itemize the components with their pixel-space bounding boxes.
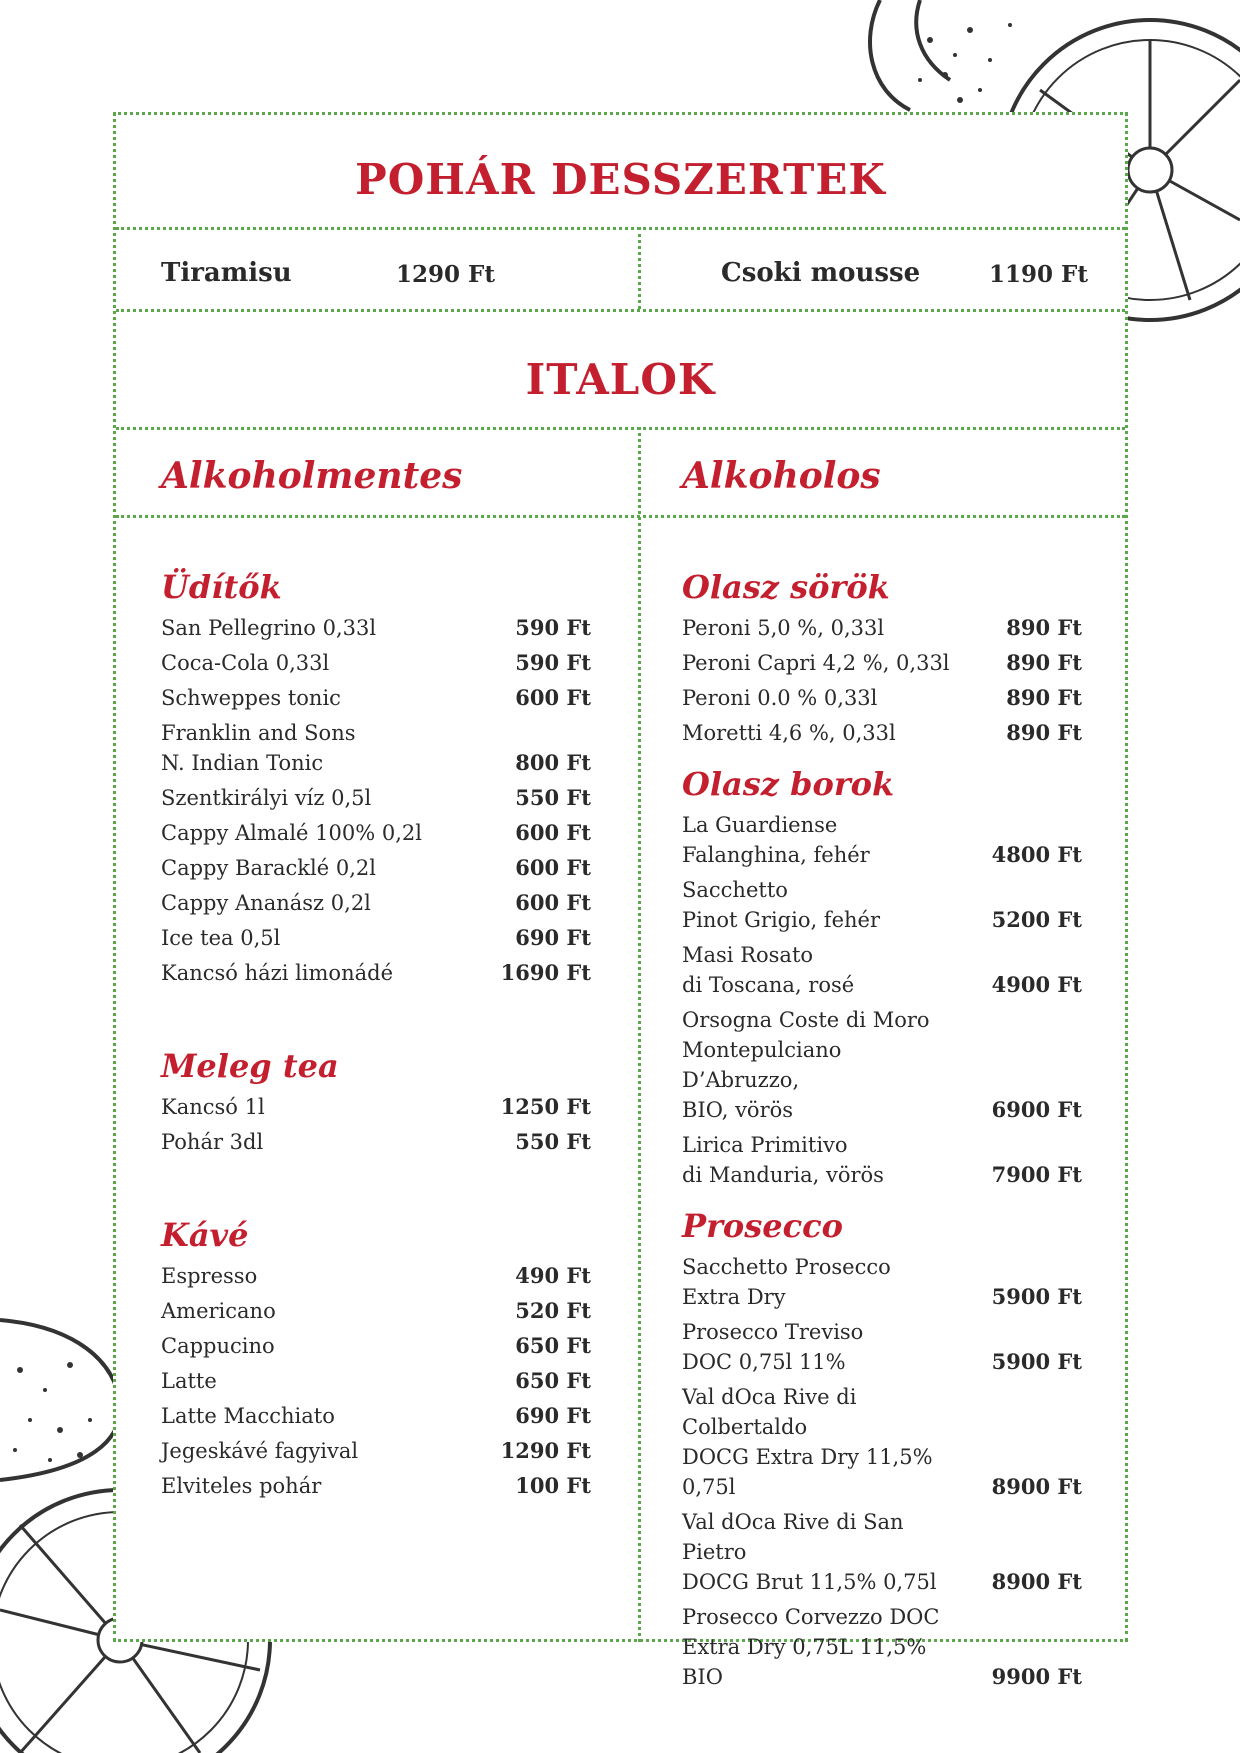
desserts-title: POHÁR DESSZERTEK	[355, 155, 886, 204]
menu-item	[161, 1436, 591, 1466]
menu-item	[161, 1261, 591, 1291]
item-price: 4800 Ft	[991, 842, 1082, 867]
item-price: 8900 Ft	[991, 1474, 1082, 1499]
item-name: Sacchetto Prosecco Extra Dry	[682, 1255, 891, 1309]
item-name: Val dOca Rive di Colbertaldo DOCG Extra Dry 11,5% 0,75l	[682, 1385, 933, 1499]
menu-item	[161, 783, 591, 813]
item-price: 5900 Ft	[991, 1349, 1082, 1374]
item-name: Cappy Baracklé 0,2l	[161, 856, 376, 880]
menu-item	[161, 958, 591, 988]
item-price: 600 Ft	[515, 855, 591, 880]
menu-item	[682, 940, 1082, 1000]
menu-item	[161, 613, 591, 643]
menu-item	[161, 683, 591, 713]
menu-item	[161, 1401, 591, 1431]
item-name: Kancsó 1l	[161, 1095, 265, 1119]
item-price: 890 Ft	[1006, 615, 1082, 640]
drinks-title: ITALOK	[525, 355, 716, 404]
item-price: 650 Ft	[515, 1333, 591, 1358]
item-name: Coca-Cola 0,33l	[161, 651, 330, 675]
item-name: Jegeskávé fagyival	[161, 1439, 359, 1463]
category-title: Olasz sörök	[682, 568, 890, 606]
menu-category	[161, 1046, 591, 1157]
item-name: Moretti 4,6 %, 0,33l	[682, 721, 896, 745]
menu-category	[161, 567, 591, 988]
menu-category	[682, 567, 1082, 748]
item-price: 800 Ft	[515, 750, 591, 775]
item-price: 490 Ft	[515, 1263, 591, 1288]
item-name: Peroni 0.0 % 0,33l	[682, 686, 878, 710]
menu-item	[682, 1130, 1082, 1190]
item-price: 9900 Ft	[991, 1664, 1082, 1689]
category-title: Olasz borok	[682, 765, 895, 803]
divider	[638, 227, 641, 309]
item-name: San Pellegrino 0,33l	[161, 616, 377, 640]
item-name: Latte	[161, 1369, 217, 1393]
dessert-name: Csoki mousse	[721, 258, 921, 288]
item-name: Cappy Ananász 0,2l	[161, 891, 371, 915]
item-name: Peroni Capri 4,2 %, 0,33l	[682, 651, 950, 675]
menu-category	[682, 764, 1082, 1190]
divider	[116, 427, 1125, 430]
item-name: Masi Rosato di Toscana, rosé	[682, 943, 855, 997]
item-name: Kancsó házi limonádé	[161, 961, 393, 985]
menu-item	[161, 1127, 591, 1157]
item-price: 590 Ft	[515, 615, 591, 640]
menu-item	[161, 853, 591, 883]
item-name: Espresso	[161, 1264, 258, 1288]
item-name: Peroni 5,0 %, 0,33l	[682, 616, 885, 640]
item-price: 890 Ft	[1006, 720, 1082, 745]
menu-item	[161, 1092, 591, 1122]
item-name: Val dOca Rive di San Pietro DOCG Brut 11,5% 0,75l	[682, 1510, 937, 1594]
item-name: Latte Macchiato	[161, 1404, 335, 1428]
menu-item	[682, 648, 1082, 678]
menu-item	[682, 1507, 1082, 1597]
item-name: Americano	[161, 1299, 276, 1323]
item-name: Ice tea 0,5l	[161, 926, 281, 950]
item-name: Szentkirályi víz 0,5l	[161, 786, 372, 810]
item-price: 550 Ft	[515, 1129, 591, 1154]
divider	[116, 515, 1125, 518]
item-name: Orsogna Coste di Moro Montepulciano D’Abruzzo, BIO, vörös	[682, 1008, 930, 1122]
menu-frame	[113, 112, 1128, 1689]
menu-category	[682, 1206, 1082, 1692]
item-price: 7900 Ft	[991, 1162, 1082, 1187]
item-price: 6900 Ft	[991, 1097, 1082, 1122]
item-name: Pohár 3dl	[161, 1130, 264, 1154]
menu-item	[161, 888, 591, 918]
item-price: 590 Ft	[515, 650, 591, 675]
dessert-name: Tiramisu	[161, 258, 292, 288]
item-price: 100 Ft	[515, 1473, 591, 1498]
item-price: 1250 Ft	[500, 1094, 591, 1119]
item-price: 1690 Ft	[500, 960, 591, 985]
menu-category	[161, 1215, 591, 1501]
item-name: Lirica Primitivo di Manduria, vörös	[682, 1133, 884, 1187]
item-price: 5900 Ft	[991, 1284, 1082, 1309]
menu-item	[682, 1602, 1082, 1692]
item-name: Prosecco Treviso DOC 0,75l 11%	[682, 1320, 864, 1374]
menu-item	[682, 718, 1082, 748]
menu-item	[161, 1331, 591, 1361]
menu-item	[682, 613, 1082, 643]
category-title: Kávé	[161, 1216, 249, 1254]
category-title: Prosecco	[682, 1207, 843, 1245]
menu-item	[682, 1252, 1082, 1312]
item-name: Franklin and Sons N. Indian Tonic	[161, 721, 356, 775]
dessert-price: 1290 Ft	[396, 261, 495, 288]
non-alcoholic-column	[161, 567, 591, 1506]
menu-item	[161, 1296, 591, 1326]
item-name: Schweppes tonic	[161, 686, 341, 710]
item-price: 650 Ft	[515, 1368, 591, 1393]
item-price: 1290 Ft	[500, 1438, 591, 1463]
menu-item	[682, 1382, 1082, 1502]
item-name: Cappucino	[161, 1334, 275, 1358]
item-price: 600 Ft	[515, 685, 591, 710]
item-name: Prosecco Corvezzo DOC Extra Dry 0,75L 11,5% BIO	[682, 1605, 940, 1689]
item-price: 8900 Ft	[991, 1569, 1082, 1594]
item-name: La Guardiense Falanghina, fehér	[682, 813, 870, 867]
item-price: 690 Ft	[515, 925, 591, 950]
menu-item	[161, 718, 591, 778]
menu-item	[161, 1366, 591, 1396]
item-price: 890 Ft	[1006, 685, 1082, 710]
item-price: 520 Ft	[515, 1298, 591, 1323]
menu-item	[682, 1005, 1082, 1125]
category-title: Meleg tea	[161, 1047, 339, 1085]
divider	[638, 427, 641, 1642]
item-price: 600 Ft	[515, 890, 591, 915]
menu-item	[682, 875, 1082, 935]
divider	[116, 309, 1125, 312]
menu-item	[161, 818, 591, 848]
item-price: 5200 Ft	[991, 907, 1082, 932]
item-price: 690 Ft	[515, 1403, 591, 1428]
menu-item	[161, 648, 591, 678]
menu-item	[682, 810, 1082, 870]
category-title: Üdítők	[161, 568, 282, 606]
item-price: 890 Ft	[1006, 650, 1082, 675]
alcoholic-column	[682, 567, 1082, 1697]
menu-item	[161, 1471, 591, 1501]
column-title-non-alcoholic: Alkoholmentes	[161, 455, 463, 497]
item-name: Sacchetto Pinot Grigio, fehér	[682, 878, 881, 932]
item-name: Elviteles pohár	[161, 1474, 322, 1498]
dessert-price: 1190 Ft	[989, 261, 1088, 288]
menu-item	[682, 1317, 1082, 1377]
divider	[116, 227, 1125, 230]
menu-item	[161, 923, 591, 953]
item-price: 4900 Ft	[991, 972, 1082, 997]
item-price: 600 Ft	[515, 820, 591, 845]
column-title-alcoholic: Alkoholos	[682, 455, 881, 497]
item-name: Cappy Almalé 100% 0,2l	[161, 821, 422, 845]
menu-item	[682, 683, 1082, 713]
item-price: 550 Ft	[515, 785, 591, 810]
